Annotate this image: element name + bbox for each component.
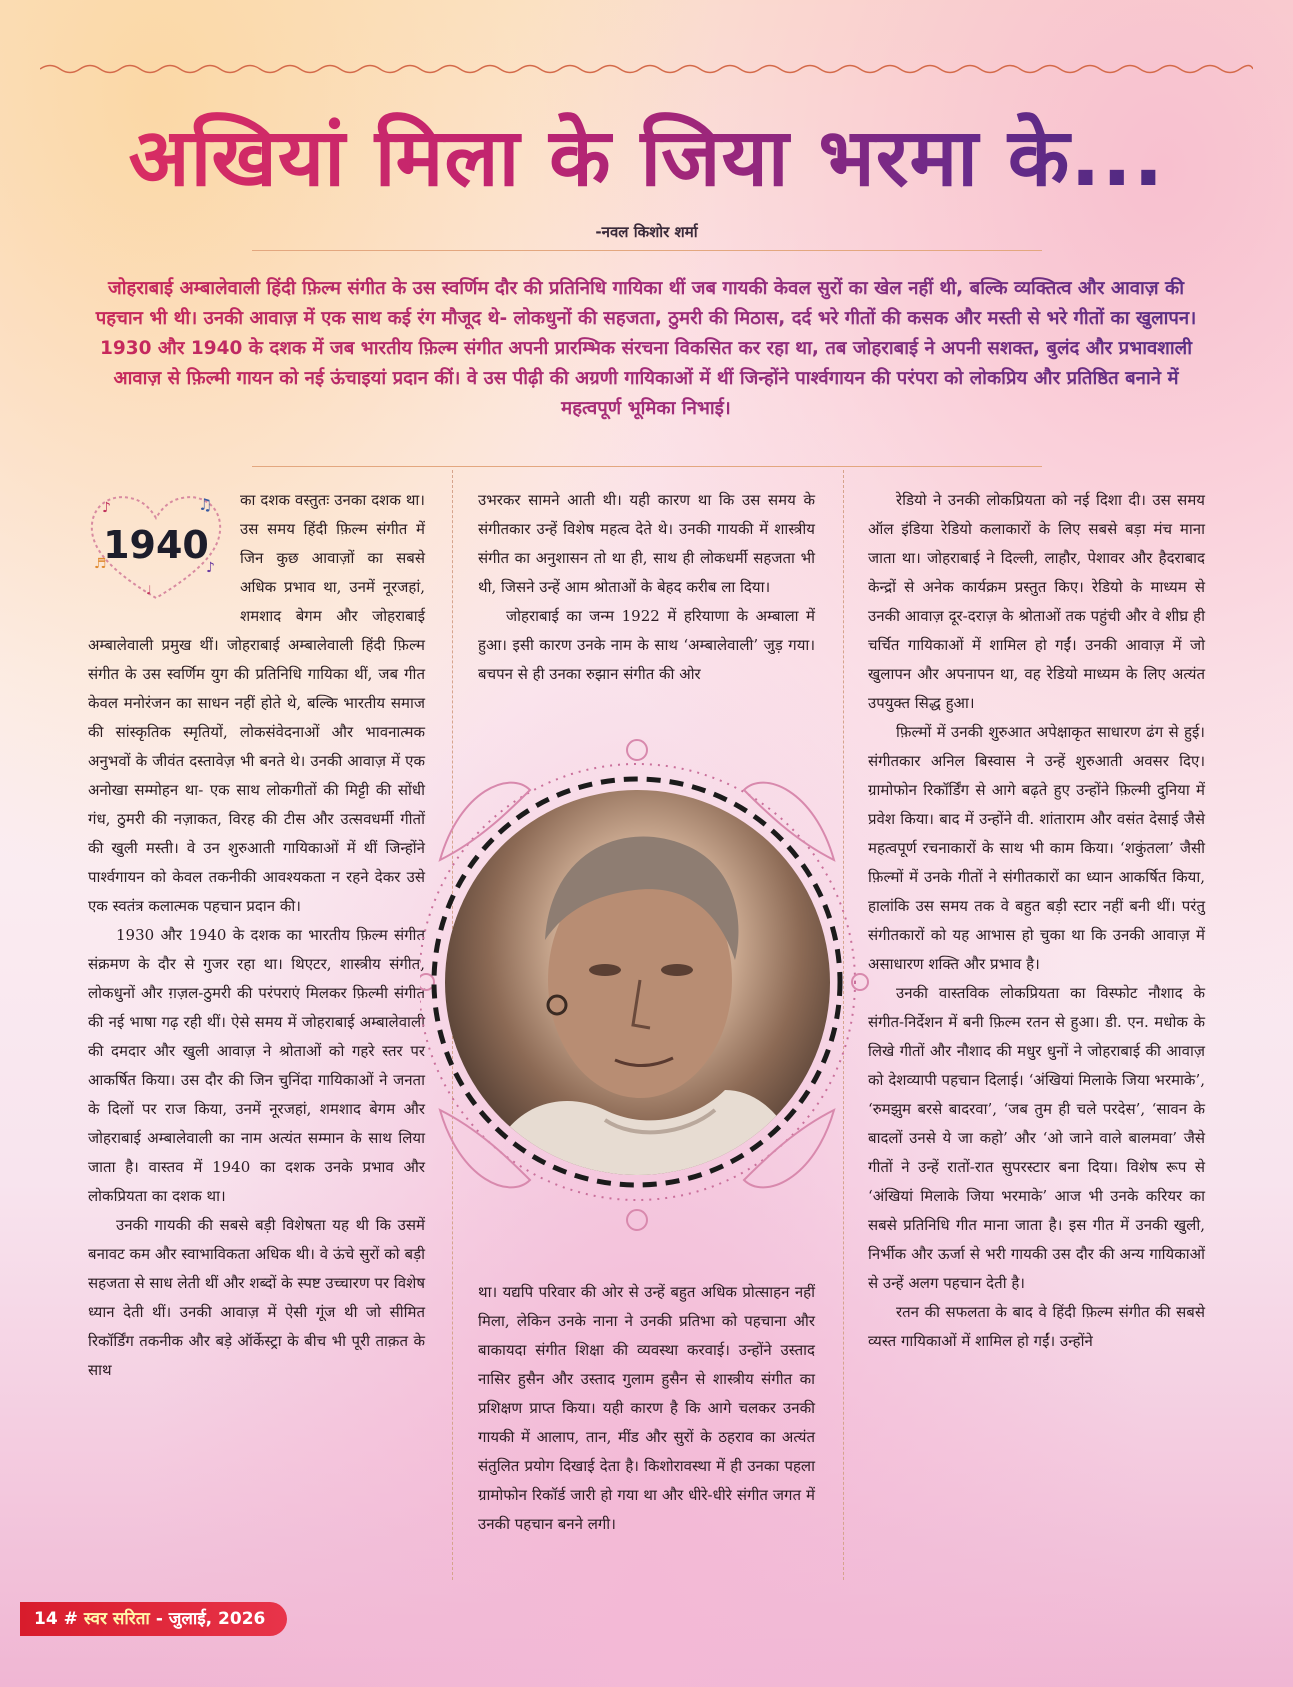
page-number: 14 <box>34 1609 58 1629</box>
paragraph: का दशक वस्तुतः उनका दशक था। उस समय हिंदी फ़िल्म संगीत में जिन कुछ आवाज़ों का सबसे अधिक प्रभाव था, उनमें नूरजहां, शमशाद बेगम और जोहराबाई अम्बालेवाली प्रमुख थीं। जोहराबाई अम्बालेवाली हिंदी फ़िल्म संगीत के उस स्वर्णिम युग की प्रतिनिधि गायिका थीं, जब गीत केवल मनोरंजन का साधन नहीं होते थे, बल्कि भारतीय समाज की सांस्कृतिक स्मृतियों, लोकसंवेदनाओं और भावनात्मक अनुभवों के जीवंत दस्तावेज़ भी बनते थे। उनकी आवाज़ में एक अनोखा सम्मोहन था- एक साथ लोकगीतों की मिट्टी की सोंधी गंध, ठुमरी की नज़ाकत, विरह की टीस और उत्सवधर्मी गीतों की खुली मस्ती। वे उन शुरुआती गायिकाओं में थीं जिन्होंने पार्श्वगायन को केवल तकनीकी आवश्यकता न रहने देकर उसे एक स्वतंत्र कलात्मक पहचान प्रदान की। <box>88 491 425 915</box>
svg-text:♫: ♫ <box>198 495 213 514</box>
magazine-name: स्वर सरिता <box>83 1609 150 1629</box>
paragraph: था। यद्यपि परिवार की ओर से उन्हें बहुत अधिक प्रोत्साहन नहीं मिला, लेकिन उनके नाना ने उनकी प्रतिभा को पहचाना और बाकायदा संगीत शिक्षा की व्यवस्था करवाई। उन्होंने उस्ताद नासिर हुसैन और उस्ताद गुलाम हुसैन से शास्त्रीय संगीत का प्रशिक्षण प्राप्त किया। यही कारण है कि आगे चलकर उनकी गायकी में आलाप, तान, मींड और सुरों के ठहराव का अत्यंत संतुलित प्रयोग दिखाई देता है। किशोरावस्था में ही उनका पहला ग्रामोफोन रिकॉर्ड जारी हो गया था और धीरे-धीरे संगीत जगत में उनकी पहचान बनने लगी। <box>478 1283 815 1533</box>
column-1 <box>88 486 425 1385</box>
portrait-photo <box>445 790 830 1175</box>
paragraph: फ़िल्मों में उनकी शुरुआत अपेक्षाकृत साधारण ढंग से हुई। संगीतकार अनिल बिस्वास ने उन्हें शुरुआती अवसर दिए। ग्रामोफोन रिकॉर्डिंग से आगे बढ़ते हुए उन्होंने फ़िल्मी दुनिया में प्रवेश किया। बाद में उन्होंने वी. शांताराम और वसंत देसाई जैसे महत्वपूर्ण रचनाकारों के साथ भी काम किया। ‘शकुंतला’ जैसी फ़िल्मों में उनके गीतों ने संगीतकारों का ध्यान आकर्षित किया, हालांकि उस समय तक वे बहुत बड़ी स्टार नहीं बनी थीं। परंतु संगीतकारों को यह आभास हो चुका था कि उनकी आवाज़ में असाधारण शक्ति और प्रभाव है। <box>868 723 1205 973</box>
paragraph: उनकी गायकी की सबसे बड़ी विशेषता यह थी कि उसमें बनावट कम और स्वाभाविकता अधिक थी। वे ऊंचे सुरों को बड़ी सहजता से साध लेती थीं और शब्दों के स्पष्ट उच्चारण पर विशेष ध्यान देती थीं। उनकी आवाज़ में ऐसी गूंज थी जो सीमित रिकॉर्डिंग तकनीक और बड़े ऑर्केस्ट्रा के बीच भी पूरी ताक़त के साथ <box>88 1216 425 1379</box>
svg-text:♩: ♩ <box>146 583 152 597</box>
page-footer <box>20 1602 287 1636</box>
column-2-bottom <box>478 1278 815 1539</box>
paragraph: 1930 और 1940 के दशक का भारतीय फ़िल्म संगीत संक्रमण के दौर से गुजर रहा था। थिएटर, शास्त्रीय संगीत, लोकधुनों और ग़ज़ल-ठुमरी की परंपराएं मिलकर फ़िल्मी संगीत की नई भाषा गढ़ रही थीं। ऐसे समय में जोहराबाई अम्बालेवाली की दमदार और खुली आवाज़ ने श्रोताओं को गहरे स्तर पर आकर्षित किया। उस दौर की जिन चुनिंदा गायिकाओं ने जनता के दिलों पर राज किया, उनमें नूरजहां, शमशाद बेगम और जोहराबाई अम्बालेवाली का नाम अत्यंत सम्मान के साथ लिया जाता है। वास्तव में 1940 का दशक उनके प्रभाव और लोकप्रियता का दशक था। <box>88 926 425 1205</box>
badge-float-space <box>88 486 240 620</box>
intro-rule <box>252 466 1042 467</box>
column-3 <box>868 486 1205 1356</box>
paragraph: उनकी वास्तविक लोकप्रियता का विस्फोट नौशाद के संगीत-निर्देशन में बनी फ़िल्म रतन से हुआ। डी. एन. मधोक के लिखे गीतों और नौशाद की मधुर धुनों ने जोहराबाई की आवाज़ को देशव्यापी पहचान दिलाई। ‘अंखियां मिलाके जिया भरमाके’, ‘रुमझुम बरसे बादरवा’, ‘जब तुम ही चले परदेस’, ‘सावन के बादलों उनसे ये जा कहो’ और ‘ओ जाने वाले बालमवा’ जैसे गीतों ने उन्हें रातों-रात सुपरस्टार बना दिया। विशेष रूप से ‘अंखियां मिलाके जिया भरमाके’ आज भी उनके करियर का सबसे प्रतिनिधि गीत माना जाता है। इस गीत में उनकी खुली, निर्भीक और ऊर्जा से भरी गायकी उस दौर की अन्य गायिकाओं से उन्हें अलग पहचान देती है। <box>868 984 1205 1292</box>
portrait-illustration <box>445 790 830 1175</box>
issue-date: - जुलाई, 2026 <box>155 1609 266 1629</box>
svg-text:♬: ♬ <box>94 556 107 572</box>
footer-separator: # <box>63 1609 78 1629</box>
column-2-top <box>478 486 815 689</box>
paragraph: रेडियो ने उनकी लोकप्रियता को नई दिशा दी। उस समय ऑल इंडिया रेडियो कलाकारों के लिए सबसे बड़ा मंच माना जाता था। जोहराबाई ने दिल्ली, लाहौर, पेशावर और हैदराबाद केन्द्रों से अनेक कार्यक्रम प्रस्तुत किए। रेडियो के माध्यम से उनकी आवाज़ दूर-दराज़ के श्रोताओं तक पहुंची और वे शीघ्र ही चर्चित गायिकाओं में शामिल हो गईं। उनकी आवाज़ में जो खुलापन और अपनापन था, वह रेडियो माध्यम के लिए अत्यंत उपयुक्त सिद्ध हुआ। <box>868 491 1205 712</box>
article-title: अखियां मिला के जिया भरमा के... <box>0 108 1293 208</box>
svg-text:♪: ♪ <box>206 560 215 576</box>
paragraph: रतन की सफलता के बाद वे हिंदी फ़िल्म संगीत की सबसे व्यस्त गायिकाओं में शामिल हो गईं। उन्होंने <box>868 1303 1205 1350</box>
paragraph: जोहराबाई का जन्म 1922 में हरियाणा के अम्बाला में हुआ। इसी कारण उनके नाम के साथ ‘अम्बालेवाली’ जुड़ गया। बचपन से ही उनका रुझान संगीत की ओर <box>478 607 815 683</box>
svg-text:♪: ♪ <box>102 500 111 516</box>
paragraph: उभरकर सामने आती थी। यही कारण था कि उस समय के संगीतकार उन्हें विशेष महत्व देते थे। उनकी गायकी में शास्त्रीय संगीत का अनुशासन तो था ही, साथ ही लोकधर्मी सहजता भी थी, जिसने उन्हें आम श्रोताओं के बेहद करीब ला दिया। <box>478 491 815 596</box>
top-wave-divider <box>40 62 1253 76</box>
author-byline: -नवल किशोर शर्मा <box>595 223 698 241</box>
year-badge: 1940 <box>103 523 209 567</box>
title-rule <box>252 250 1042 251</box>
article-intro: जोहराबाई अम्बालेवाली हिंदी फ़िल्म संगीत के उस स्वर्णिम दौर की प्रतिनिधि गायिका थीं जब गायकी केवल सुरों का खेल नहीं थी, बल्कि व्यक्तित्व और आवाज़ की पहचान भी थी। उनकी आवाज़ में एक साथ कई रंग मौजूद थे- लोकधुनों की सहजता, ठुमरी की मिठास, दर्द भरे गीतों की कसक और मस्ती से भरे गीतों का खुलापन। 1930 और 1940 के दशक में जब भारतीय फ़िल्म संगीत अपनी प्रारम्भिक संरचना विकसित कर रहा था, तब जोहराबाई ने अपनी सशक्त, बुलंद और प्रभावशाली आवाज़ से फ़िल्मी गायन को नई ऊंचाइयां प्रदान कीं। वे उस पीढ़ी की अग्रणी गायिकाओं में थीं जिन्होंने पार्श्वगायन की परंपरा को लोकप्रिय और प्रतिष्ठित बनाने में महत्वपूर्ण भूमिका निभाई। <box>86 274 1206 424</box>
